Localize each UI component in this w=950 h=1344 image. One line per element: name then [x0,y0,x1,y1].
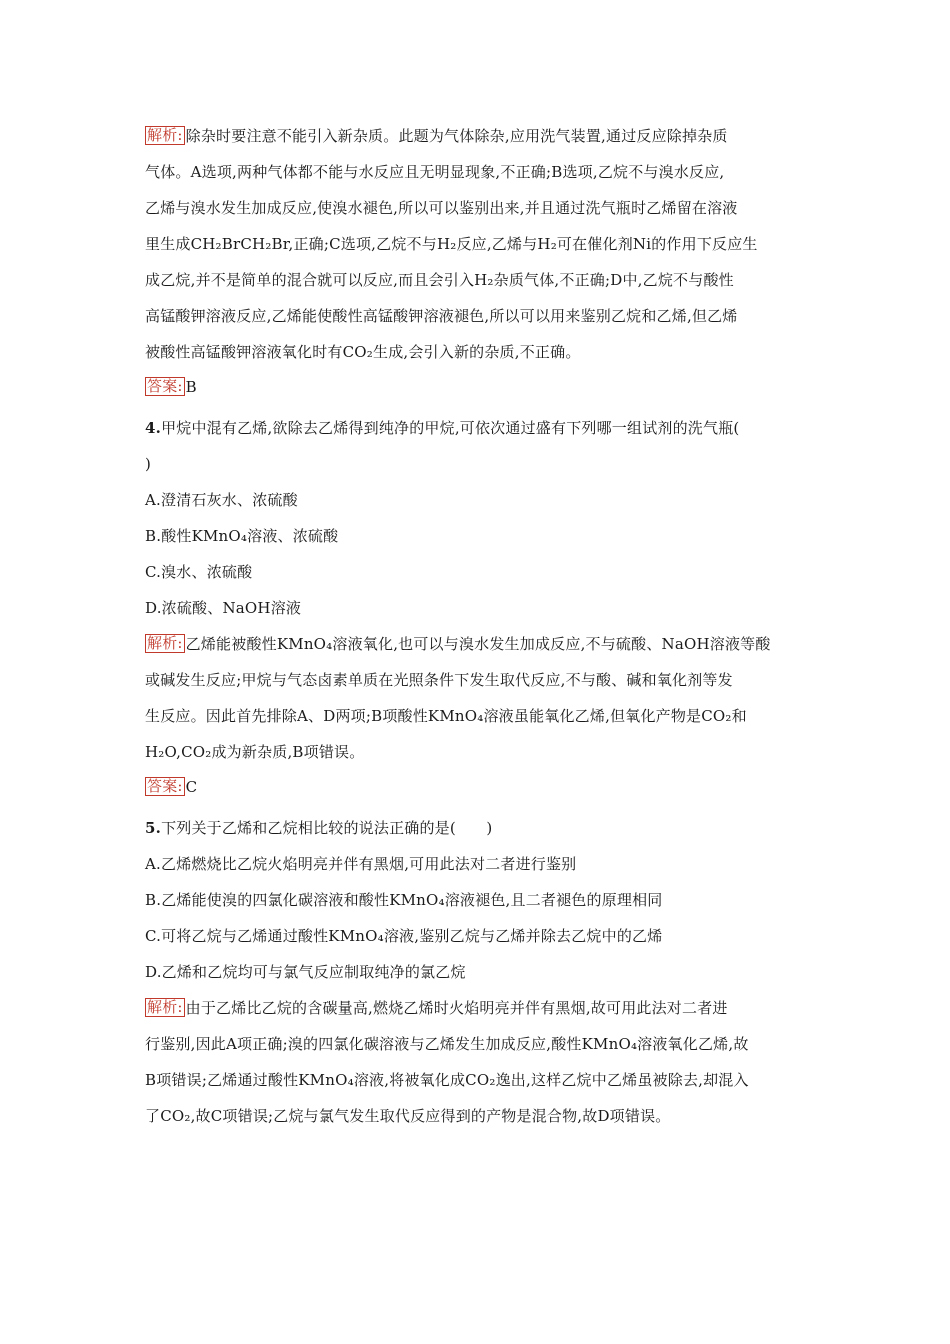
option-a: A.澄清石灰水、浓硫酸 [145,491,298,509]
answer-tag: 答案: [147,377,183,395]
analysis-line [145,990,815,1026]
question-text: 下列关于乙烯和乙烷相比较的说法正确的是( ) [161,819,493,837]
analysis-tag: 解析: [147,998,183,1016]
answer-line [145,370,815,404]
question-text: 甲烷中混有乙烯,欲除去乙烯得到纯净的甲烷,可依次通过盛有下列哪一组试剂的洗气瓶( [161,419,740,437]
question-stem [145,810,815,846]
option-c: C.可将乙烷与乙烯通过酸性KMnO₄溶液,鉴别乙烷与乙烯并除去乙烷中的乙烯 [145,927,663,945]
analysis-tag: 解析: [147,126,183,144]
analysis-line: 被酸性高锰酸钾溶液氧化时有CO₂生成,会引入新的杂质,不正确。 [145,343,581,361]
answer-tag: 答案: [147,777,183,795]
analysis-line: 里生成CH₂BrCH₂Br,正确;C选项,乙烷不与H₂反应,乙烯与H₂可在催化剂Ni的作用下反应生 [145,235,758,253]
analysis-tag: 解析: [147,634,183,652]
analysis-line: 成乙烷,并不是简单的混合就可以反应,而且会引入H₂杂质气体,不正确;D中,乙烷不与酸性 [145,271,734,289]
analysis-line: H₂O,CO₂成为新杂质,B项错误。 [145,743,365,761]
analysis-line [145,118,815,154]
analysis-line: 高锰酸钾溶液反应,乙烯能使酸性高锰酸钾溶液褪色,所以可以用来鉴别乙烷和乙烯,但乙烯 [145,307,738,325]
analysis-line [145,626,815,662]
analysis-line: 了CO₂,故C项错误;乙烷与氯气发生取代反应得到的产物是混合物,故D项错误。 [145,1107,671,1125]
document-page [145,118,815,1134]
option-b: B.酸性KMnO₄溶液、浓硫酸 [145,527,339,545]
option-d: D.浓硫酸、NaOH溶液 [145,599,302,617]
answer-line [145,770,815,804]
option-b: B.乙烯能使溴的四氯化碳溶液和酸性KMnO₄溶液褪色,且二者褪色的原理相同 [145,891,663,909]
option-a: A.乙烯燃烧比乙烷火焰明亮并伴有黑烟,可用此法对二者进行鉴别 [145,855,577,873]
question-number: 5. [145,819,162,837]
question-number: 4. [145,419,162,437]
option-c: C.溴水、浓硫酸 [145,563,253,581]
analysis-line: B项错误;乙烯通过酸性KMnO₄溶液,将被氧化成CO₂逸出,这样乙烷中乙烯虽被除去,却混入 [145,1071,749,1089]
analysis-line: 或碱发生反应;甲烷与气态卤素单质在光照条件下发生取代反应,不与酸、碱和氧化剂等发 [145,671,733,689]
option-d: D.乙烯和乙烷均可与氯气反应制取纯净的氯乙烷 [145,963,466,981]
answer-value: C [185,778,198,796]
question-stem [145,410,815,446]
analysis-text: 除杂时要注意不能引入新杂质。此题为气体除杂,应用洗气装置,通过反应除掉杂质 [185,127,728,145]
analysis-line: 行鉴别,因此A项正确;溴的四氯化碳溶液与乙烯发生加成反应,酸性KMnO₄溶液氧化乙烯,故 [145,1035,749,1053]
analysis-line: 乙烯与溴水发生加成反应,使溴水褪色,所以可以鉴别出来,并且通过洗气瓶时乙烯留在溶液 [145,199,738,217]
question-stem-continued: ) [145,455,152,473]
analysis-text: 由于乙烯比乙烷的含碳量高,燃烧乙烯时火焰明亮并伴有黑烟,故可用此法对二者进 [185,999,728,1017]
analysis-line: 气体。A选项,两种气体都不能与水反应且无明显现象,不正确;B选项,乙烷不与溴水反应, [145,163,725,181]
answer-value: B [185,378,197,396]
analysis-line: 生反应。因此首先排除A、D两项;B项酸性KMnO₄溶液虽能氧化乙烯,但氧化产物是CO₂和 [145,707,747,725]
analysis-text: 乙烯能被酸性KMnO₄溶液氧化,也可以与溴水发生加成反应,不与硫酸、NaOH溶液等酸 [185,635,771,653]
